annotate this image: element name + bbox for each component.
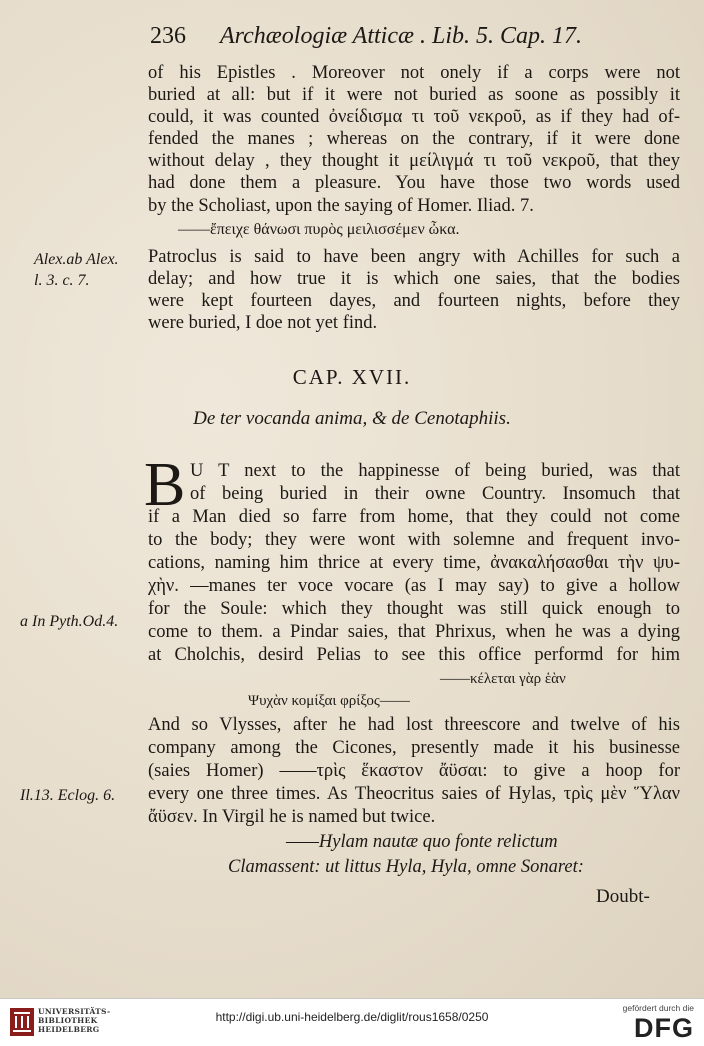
drop-capital: B bbox=[144, 451, 186, 519]
text-line: χὴν. —manes ter voce vocare (as I may say) to give a hollow bbox=[148, 576, 680, 596]
text-line: buried at all: but if it were not buried as soone as possibly it bbox=[148, 85, 680, 105]
running-title: Archæologiæ Atticæ . Lib. 5. Cap. 17. bbox=[220, 23, 583, 49]
text-line: of being buried in their owne Country. Insomuch that bbox=[190, 484, 680, 504]
text-line: without delay , they thought it μείλιγμά τι τοῦ νεκροῦ, that they bbox=[148, 151, 680, 171]
text-line: by the Scholiast, upon the saying of Homer. Iliad. 7. bbox=[148, 196, 534, 216]
running-head bbox=[150, 22, 630, 50]
chapter-subtitle: De ter vocanda anima, & de Cenotaphiis. bbox=[193, 408, 511, 429]
text-line: U T next to the happinesse of being buried, was that bbox=[190, 461, 680, 481]
page-number: 236 bbox=[150, 23, 186, 49]
greek-quotation: ——ἔπειχε θάνωσι πυρὸς μειλισσέμεν ὦκα. bbox=[178, 221, 460, 238]
text-line: company among the Cicones, presently made it his businesse bbox=[148, 738, 680, 758]
marginal-note: Il.13. Eclog. 6. bbox=[20, 787, 116, 804]
greek-quotation: ——κέλεται γὰρ ἑὰν bbox=[440, 671, 566, 687]
marginal-note: Alex.ab Alex. bbox=[34, 251, 119, 268]
text-line: if a Man died so farre from home, that they could not come bbox=[148, 507, 680, 527]
library-name: UNIVERSITÄTS- BIBLIOTHEK HEIDELBERG bbox=[38, 1007, 111, 1034]
text-line: And so Vlysses, after he had lost threescore and twelve of his bbox=[148, 715, 680, 735]
text-line: at Cholchis, desird Pelias to see this office performd for him bbox=[148, 645, 680, 665]
text-line: to the body; they were wont with solemne and frequent invo- bbox=[148, 530, 680, 550]
text-line: every one three times. As Theocritus saies of Hylas, τρὶς μὲν Ὕλαν bbox=[148, 784, 680, 804]
text-line: fended the manes ; whereas on the contrary, if it were done bbox=[148, 129, 680, 149]
text-line: Patroclus is said to have been angry with Achilles for such a bbox=[148, 247, 680, 267]
text-line: were kept fourteen dayes, and fourteen nights, before they bbox=[148, 291, 680, 311]
text-line: delay; and how true it is which one saies, that the bodies bbox=[148, 269, 680, 289]
text-line: could, it was counted ὀνείδισμα τι τοῦ νεκροῦ, as if they had of- bbox=[148, 107, 680, 127]
source-url-link[interactable]: http://digi.ub.uni-heidelberg.de/diglit/rous1658/0250 bbox=[215, 1010, 489, 1024]
text-line: ἄϋσεν. In Virgil he is named but twice. bbox=[148, 807, 436, 827]
text-line: (saies Homer) ——τρὶς ἕκαστον ἄϋσαι: to give a hoop for bbox=[148, 761, 680, 781]
dfg-logo: DFG bbox=[634, 1013, 694, 1043]
marginal-note: l. 3. c. 7. bbox=[34, 272, 90, 289]
text-line: had done them a pleasure. You have those two words used bbox=[148, 173, 680, 193]
latin-quotation: Clamassent: ut littus Hyla, Hyla, omne Sonaret: bbox=[228, 857, 584, 877]
funding-caption: gefördert durch die bbox=[622, 1003, 694, 1013]
text-line: were buried, I doe not yet find. bbox=[148, 313, 378, 333]
marginal-note: a In Pyth.Od.4. bbox=[20, 613, 119, 630]
text-line: for the Soule: which they thought was still quick enough to bbox=[148, 599, 680, 619]
latin-quotation: ——Hylam nautæ quo fonte relictum bbox=[286, 832, 558, 852]
text-line: cations, naming him thrice at every time, ἀνακαλήσασθαι τὴν ψυ- bbox=[148, 553, 680, 573]
text-line: come to them. a Pindar saies, that Phrixus, when he was a dying bbox=[148, 622, 680, 642]
greek-quotation: Ψυχὰν κομίξαι φρίξος—— bbox=[248, 693, 410, 709]
text-line: of his Epistles . Moreover not onely if a corps were not bbox=[148, 63, 680, 83]
catchword: Doubt- bbox=[596, 886, 650, 907]
chapter-heading: CAP. XVII. bbox=[292, 365, 412, 389]
